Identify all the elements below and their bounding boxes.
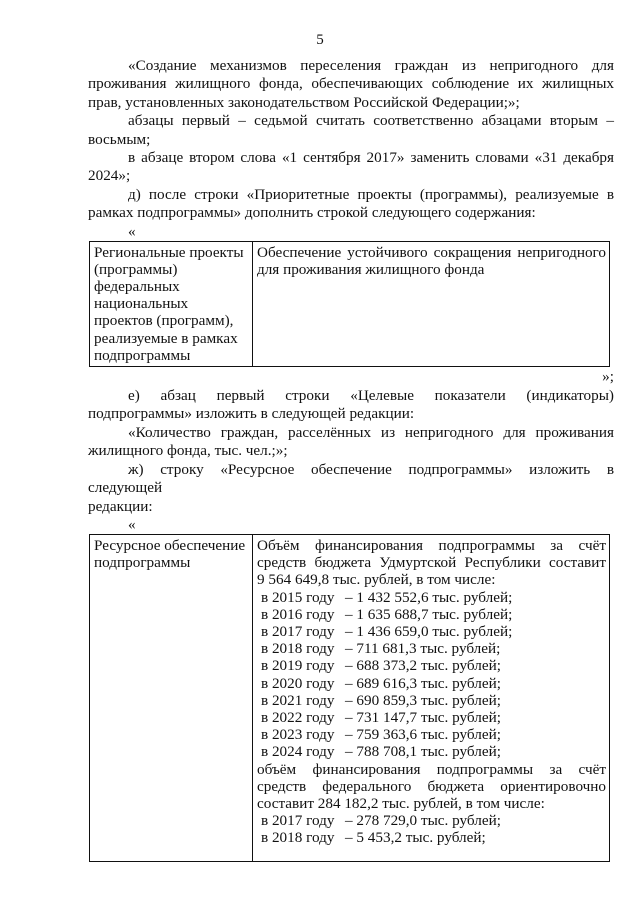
year-amount: – 1 432 552,6 тыс. рублей; <box>345 588 513 606</box>
year-amount: – 688 373,2 тыс. рублей; <box>345 657 501 675</box>
year-label: в 2023 году <box>261 726 335 744</box>
paragraph-line: восьмым; <box>88 130 151 148</box>
paragraph-line: жилищного фонда, тыс. чел.;»; <box>88 442 288 460</box>
paragraph-line: ж) строку «Ресурсное обеспечение подпрограммы» изложить в следующей <box>88 460 614 497</box>
table-row <box>90 534 610 861</box>
funding-year-row <box>257 675 606 692</box>
quote-open-mark: « <box>128 222 136 240</box>
year-label: в 2017 году <box>261 622 335 640</box>
funding-year-row <box>257 743 606 760</box>
funding-year-row <box>257 623 606 640</box>
table-cell-label: Ресурсное обеспечение подпрограммы <box>90 534 253 861</box>
funding-year-row <box>257 726 606 743</box>
paragraph-citizens-count <box>88 424 614 461</box>
year-amount: – 1 436 659,0 тыс. рублей; <box>345 622 513 640</box>
funding-year-row <box>257 709 606 726</box>
year-label: в 2022 году <box>261 708 335 726</box>
year-label: в 2015 году <box>261 588 335 606</box>
paragraph-line: абзацы первый – седьмой считать соответственно абзацами вторым – <box>128 112 614 130</box>
year-amount: – 278 729,0 тыс. рублей; <box>345 812 501 830</box>
funding-intro-line: средств бюджета Удмуртской Республики составит <box>257 554 606 572</box>
year-amount: – 5 453,2 тыс. рублей; <box>345 829 486 847</box>
year-amount: – 759 363,6 тыс. рублей; <box>345 726 501 744</box>
funding-year-row <box>257 589 606 606</box>
quote-close-mark: »; <box>602 368 614 386</box>
paragraph-line: редакции: <box>88 497 153 515</box>
table-row <box>90 241 610 366</box>
paragraph-line: проживания жилищного фонда, обеспечивающих соблюдение их жилищных прав, установленных законодательством Российской Федерации;»; <box>88 75 614 111</box>
year-amount: – 788 708,1 тыс. рублей; <box>345 743 501 761</box>
year-amount: – 731 147,7 тыс. рублей; <box>345 708 501 726</box>
paragraph-line: 2024»; <box>88 167 131 185</box>
year-label: в 2018 году <box>261 640 335 658</box>
year-label: в 2016 году <box>261 605 335 623</box>
paragraph-line: д) после строки «Приоритетные проекты (программы), реализуемые в <box>128 185 614 203</box>
funding-year-row <box>257 606 606 623</box>
federal-funding-line: средств федерального бюджета ориентировочно <box>257 777 606 795</box>
paragraph-item-zh <box>88 461 614 516</box>
paragraph-line: подпрограммы» изложить в следующей редакции: <box>88 405 415 423</box>
paragraph-line: «Создание механизмов переселения граждан из непригодного для <box>128 57 614 74</box>
federal-year-row <box>257 812 606 829</box>
paragraph-item-e <box>88 387 614 424</box>
year-label: в 2017 году <box>261 812 335 830</box>
federal-funding-line: объём финансирования подпрограммы за счёт <box>257 760 606 778</box>
table-regional-projects <box>89 241 610 367</box>
year-amount: – 711 681,3 тыс. рублей; <box>345 640 501 658</box>
funding-year-row <box>257 657 606 674</box>
funding-intro-line: Объём финансирования подпрограммы за счёт <box>257 536 606 554</box>
federal-funding-line: составит 284 182,2 тыс. рублей, в том числе: <box>257 794 545 812</box>
table-resource-provision <box>89 534 610 862</box>
year-label: в 2018 году <box>261 829 335 847</box>
year-amount: – 690 859,3 тыс. рублей; <box>345 691 501 709</box>
table-cell-value <box>253 534 610 861</box>
paragraph-line: «Количество граждан, расселённых из непригодного для проживания <box>128 423 614 441</box>
federal-year-row <box>257 829 606 858</box>
paragraph-line: в абзаце втором слова «1 сентября 2017» заменить словами «31 декабря <box>128 149 614 167</box>
paragraph-line: е) абзац первый строки «Целевые показатели (индикаторы) <box>128 387 614 405</box>
year-label: в 2024 году <box>261 743 335 761</box>
paragraph-renumber <box>88 112 614 149</box>
paragraph-item-d <box>88 186 614 223</box>
quote-open-mark: « <box>128 515 136 533</box>
year-label: в 2021 году <box>261 691 335 709</box>
funding-year-row <box>257 692 606 709</box>
page-number: 5 <box>316 32 324 48</box>
table-cell-value: Обеспечение устойчивого сокращения непригодного для проживания жилищного фонда <box>253 241 610 366</box>
document-body <box>88 57 614 862</box>
year-amount: – 689 616,3 тыс. рублей; <box>345 674 501 692</box>
paragraph-resettlement <box>88 57 614 112</box>
year-amount: – 1 635 688,7 тыс. рублей; <box>345 605 513 623</box>
paragraph-line: рамках подпрограммы» дополнить строкой следующего содержания: <box>88 204 536 222</box>
table-cell-label: Региональные проекты (программы) федеральных национальных проектов (программ), реализуемые в рамках подпрограммы <box>90 241 253 366</box>
paragraph-date-change <box>88 149 614 186</box>
funding-year-row <box>257 640 606 657</box>
funding-intro-line: 9 564 649,8 тыс. рублей, в том числе: <box>257 571 496 589</box>
year-label: в 2020 году <box>261 674 335 692</box>
year-label: в 2019 году <box>261 657 335 675</box>
